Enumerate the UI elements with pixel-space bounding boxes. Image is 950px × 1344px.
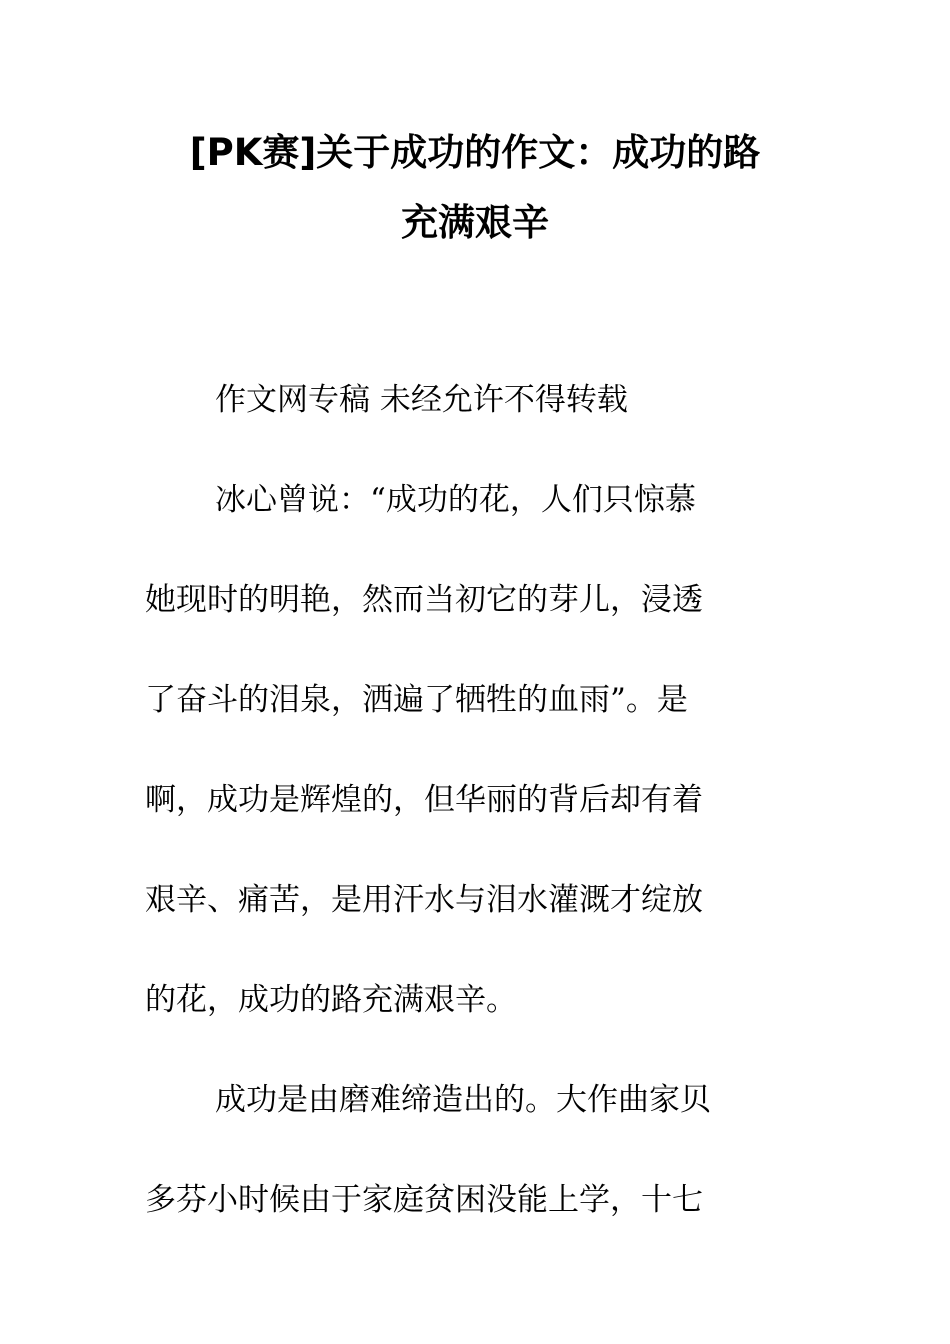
title-line-1: [PK赛]关于成功的作文：成功的路 <box>189 131 761 174</box>
paragraph-line: 啊，成功是辉煌的，但华丽的背后却有着 <box>145 782 703 818</box>
paragraph-2 <box>145 1050 785 1250</box>
paragraph-line: 的花，成功的路充满艰辛。 <box>145 982 517 1018</box>
paragraph-line: 了奋斗的泪泉，洒遍了牺牲的血雨”。是 <box>145 682 688 718</box>
byline: 作文网专稿 未经允许不得转载 <box>215 382 628 418</box>
paragraph-line: 多芬小时候由于家庭贫困没能上学，十七 <box>145 1182 703 1218</box>
paragraph-1 <box>145 450 785 1050</box>
document-body <box>145 350 785 1250</box>
paragraph-line: 艰辛、痛苦，是用汗水与泪水灌溉才绽放 <box>145 882 703 918</box>
document-title <box>145 118 805 258</box>
title-line-2: 充满艰辛 <box>401 201 549 244</box>
paragraph-line: 她现时的明艳，然而当初它的芽儿，浸透 <box>145 582 703 618</box>
paragraph-line: 成功是由磨难缔造出的。大作曲家贝 <box>215 1082 711 1118</box>
paragraph-line: 冰心曾说：“成功的花，人们只惊慕 <box>215 482 696 518</box>
